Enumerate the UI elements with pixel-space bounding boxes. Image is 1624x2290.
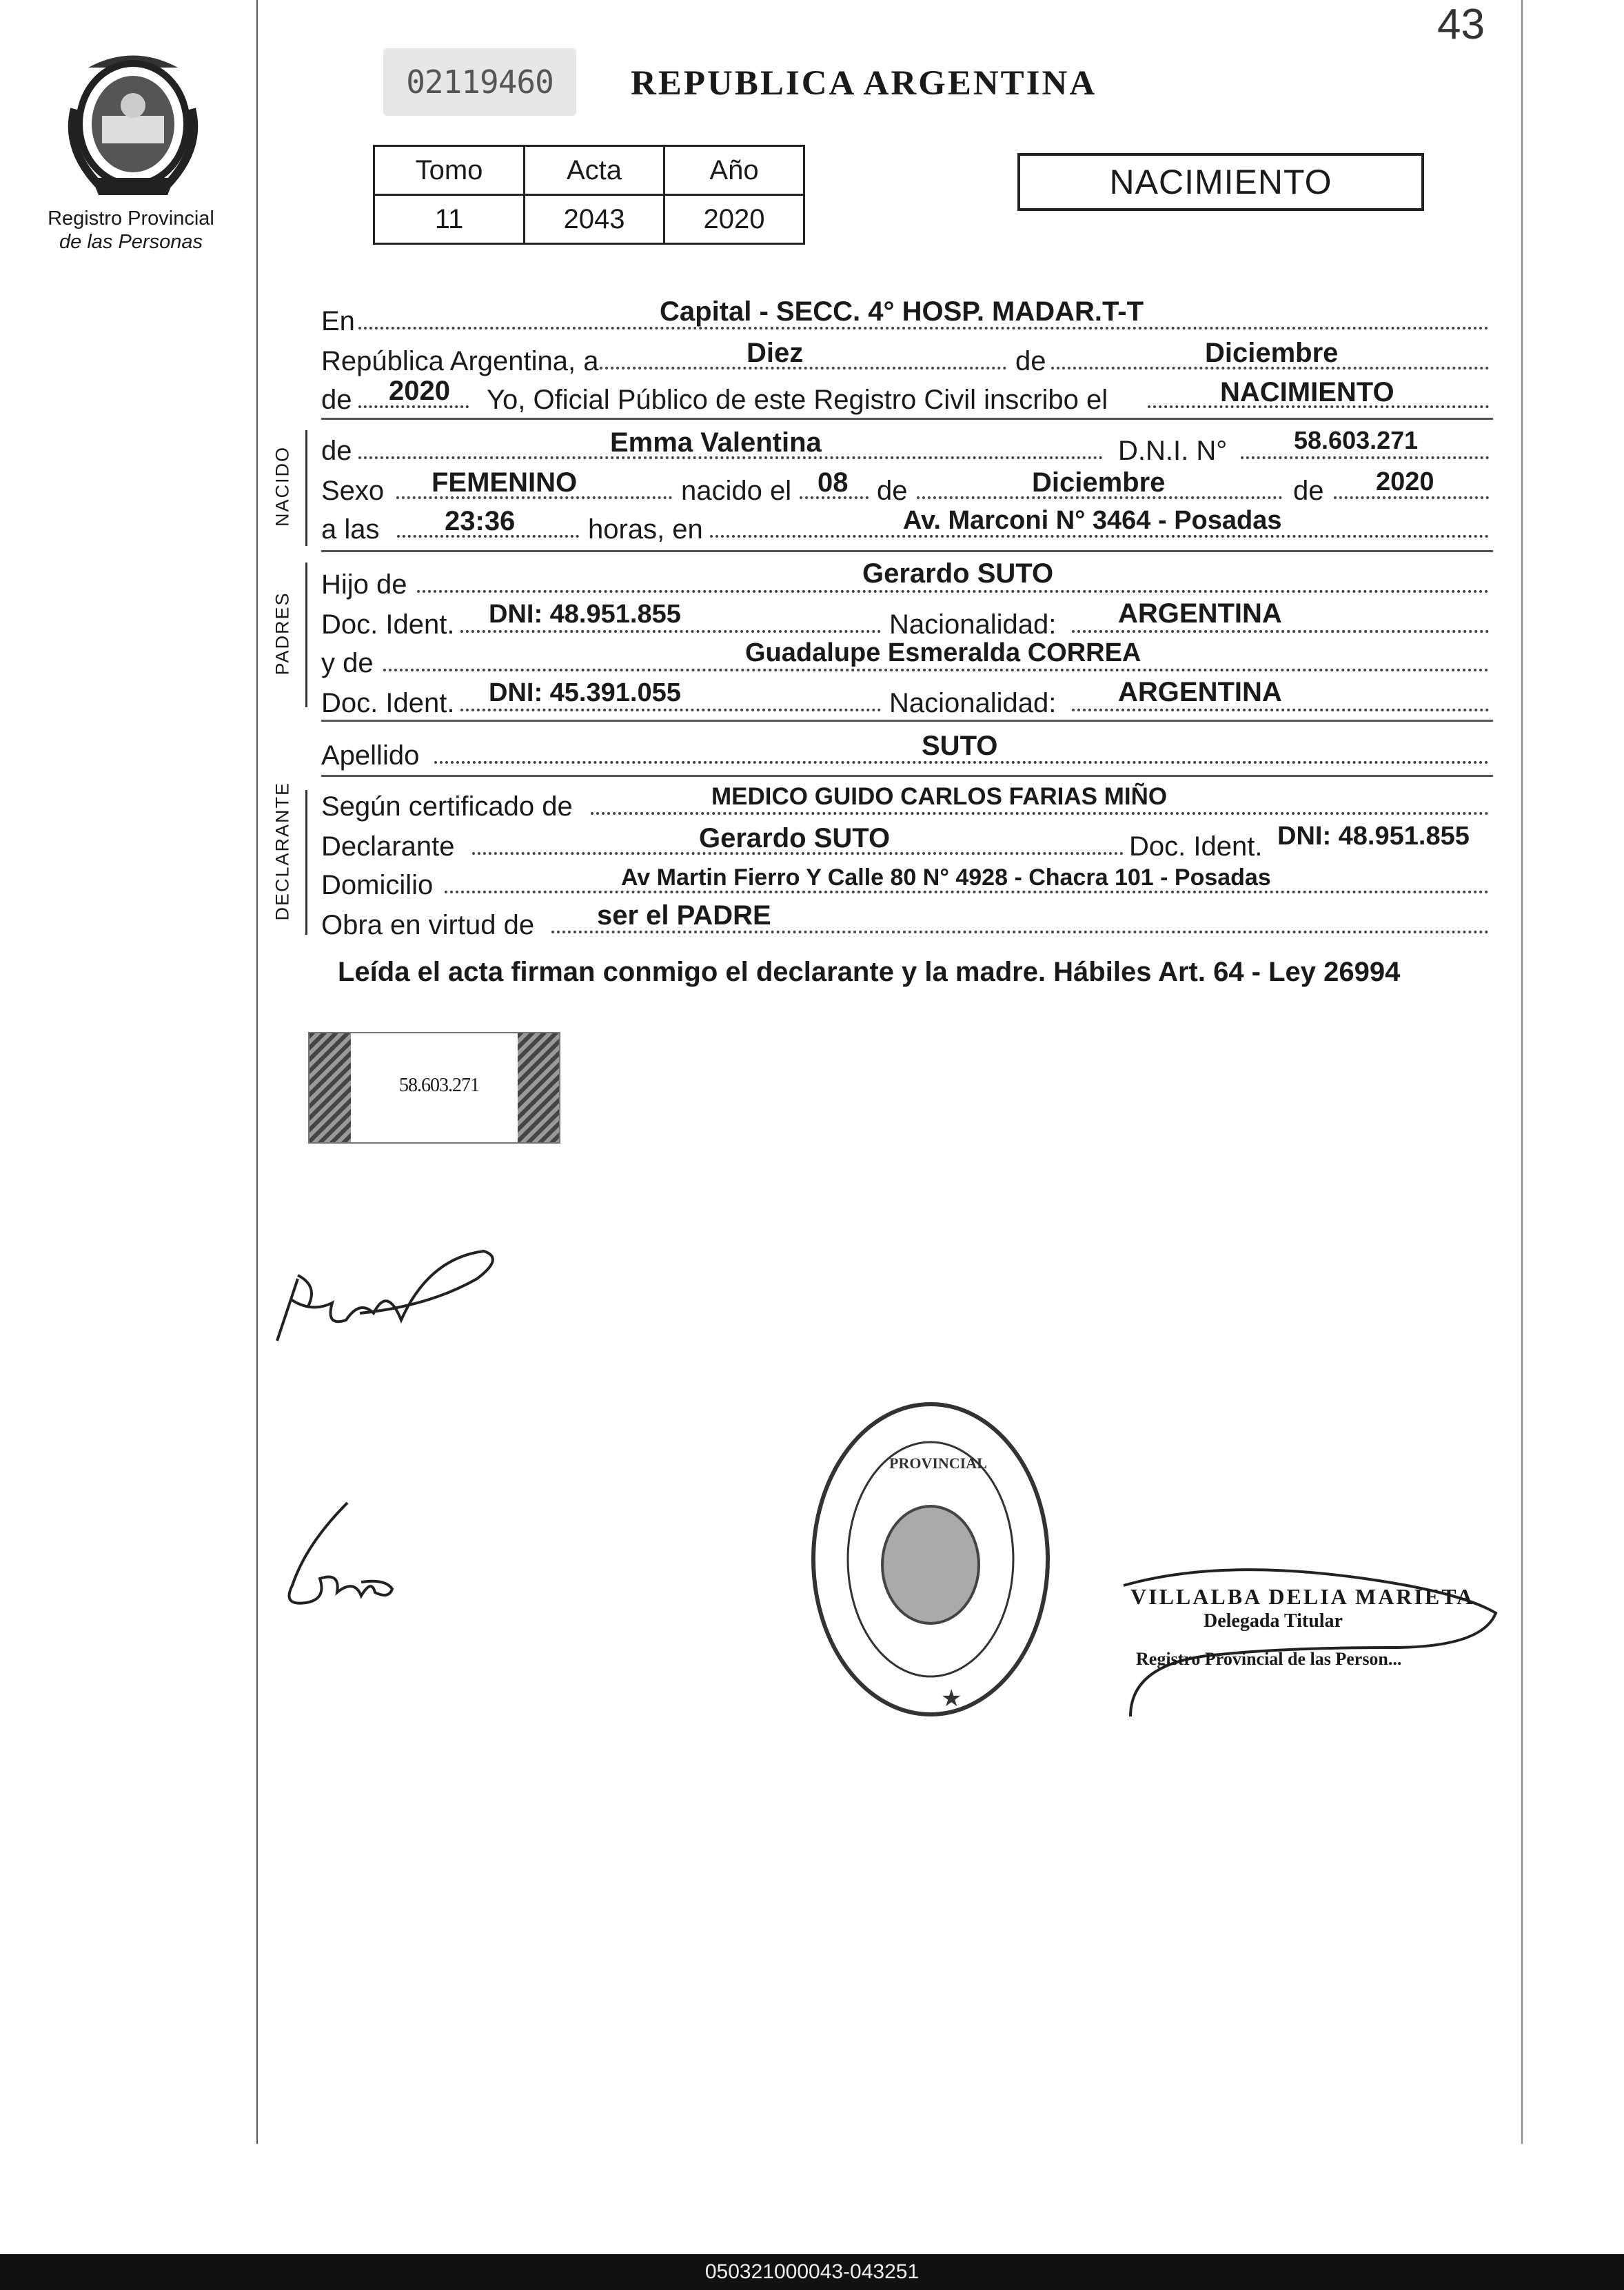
domicilio-label: Domicilio (321, 870, 434, 900)
official-name: VILLALBA DELIA MARIETA (1130, 1584, 1475, 1609)
right-margin-line (1521, 0, 1523, 2144)
svg-text:★: ★ (941, 1686, 962, 1712)
padres-section-label: PADRES (272, 591, 293, 676)
mother-name: Guadalupe Esmeralda CORREA (745, 638, 1141, 667)
registry-value-tomo: 11 (374, 195, 525, 244)
declarant-doc: DNI: 48.951.855 (1277, 822, 1470, 851)
father-line (417, 590, 1489, 593)
nacido-el-label: nacido el (681, 476, 792, 506)
registry-header-tomo: Tomo (374, 146, 525, 195)
dni-card-right-pattern (518, 1033, 559, 1142)
footer-document-code: 050321000043-043251 (704, 2260, 920, 2283)
declarant-address: Av Martin Fierro Y Calle 80 N° 4928 - Chacra 101 - Posadas (621, 864, 1271, 891)
nacido-de-label-3: de (1293, 476, 1324, 506)
birth-place: Av. Marconi N° 3464 - Posadas (903, 506, 1282, 535)
dni-label: D.N.I. N° (1118, 436, 1228, 466)
apellido-label: Apellido (321, 740, 420, 771)
nacido-section-label: NACIDO (272, 446, 293, 527)
father-nationality-line (1072, 630, 1489, 633)
dni-line (1241, 456, 1489, 459)
father-doc-line (460, 630, 881, 633)
virtud-label: Obra en virtud de (321, 910, 535, 940)
mother-nationality: ARGENTINA (1118, 677, 1282, 707)
official-institution: Registro Provincial de las Person... (1136, 1649, 1402, 1669)
declarante-section-label: DECLARANTE (272, 781, 293, 921)
father-name: Gerardo SUTO (862, 558, 1054, 589)
declarant-doc-label: Doc. Ident. (1129, 831, 1263, 862)
mother-nationality-line (1072, 709, 1489, 711)
dni-card-number: 58.603.271 (399, 1075, 479, 1096)
mother-signature (278, 1496, 403, 1620)
nacido-bar (305, 430, 307, 546)
registration-act: NACIMIENTO (1220, 377, 1394, 407)
registry-table (373, 145, 805, 245)
dni-card-image (308, 1032, 560, 1144)
registration-month: Diciembre (1205, 338, 1339, 368)
section-divider-1 (321, 418, 1493, 420)
declarante-label: Declarante (321, 831, 455, 862)
page-number: 43 (1437, 1, 1485, 48)
mother-doc: DNI: 45.391.055 (489, 678, 681, 707)
padres-bar (305, 563, 307, 707)
registry-table-header-row (374, 146, 804, 195)
birth-month: Diciembre (1032, 467, 1166, 498)
nacido-de-label-2: de (877, 476, 908, 506)
registry-header-ano: Año (664, 146, 804, 195)
mother-nationality-label: Nacionalidad: (889, 688, 1057, 718)
declarant-name: Gerardo SUTO (699, 823, 891, 853)
official-signature (1117, 1558, 1503, 1723)
registration-place: Capital - SECC. 4° HOSP. MADAR.T-T (660, 296, 1144, 327)
declarante-bar (305, 790, 307, 935)
father-nationality-label: Nacionalidad: (889, 609, 1057, 640)
act-type-box: NACIMIENTO (1017, 153, 1424, 211)
svg-text:PROVINCIAL: PROVINCIAL (889, 1455, 987, 1472)
father-doc-label: Doc. Ident. (321, 609, 455, 640)
closing-statement: Leída el acta firman conmigo el declarante y la madre. Hábiles Art. 64 - Ley 26994 (338, 957, 1401, 987)
inscribo-label: Yo, Oficial Público de este Registro Civil inscribo el (487, 385, 1108, 415)
section-divider-3 (321, 720, 1493, 722)
surname: SUTO (922, 731, 998, 761)
official-role: Delegada Titular (1204, 1610, 1343, 1632)
child-dni: 58.603.271 (1294, 426, 1419, 454)
provincial-coat-of-arms-logo (61, 47, 205, 199)
sexo-label: Sexo (321, 476, 385, 506)
left-margin-line (256, 0, 258, 2144)
child-name: Emma Valentina (610, 427, 822, 458)
hijo-de-label: Hijo de (321, 569, 407, 600)
registry-table-value-row (374, 195, 804, 244)
certificado-label: Según certificado de (321, 791, 573, 822)
mother-doc-label: Doc. Ident. (321, 688, 455, 718)
birth-time: 23:36 (445, 506, 516, 536)
nacido-de-label: de (321, 436, 352, 466)
registry-header-acta: Acta (525, 146, 664, 195)
section-divider-2 (321, 550, 1493, 552)
document-title: REPUBLICA ARGENTINA (631, 64, 1097, 103)
child-sex: FEMENINO (432, 467, 578, 498)
declarant-relation: ser el PADRE (597, 900, 771, 931)
en-label: En (321, 306, 355, 336)
father-nationality: ARGENTINA (1118, 598, 1282, 629)
father-doc: DNI: 48.951.855 (489, 600, 681, 629)
registry-caption (28, 207, 234, 254)
de-label-1: de (1015, 346, 1046, 376)
birth-year: 2020 (1376, 467, 1434, 496)
registration-day: Diez (747, 338, 804, 368)
dni-card-left-pattern (309, 1033, 351, 1142)
registry-caption-line-2: de las Personas (59, 231, 203, 253)
medical-certificate: MEDICO GUIDO CARLOS FARIAS MIÑO (711, 783, 1168, 810)
de-label-2: de (321, 385, 352, 415)
republica-label: República Argentina, a (321, 346, 599, 376)
a-las-label: a las (321, 514, 380, 545)
registry-caption-line-1: Registro Provincial (48, 207, 214, 230)
declarant-signature (270, 1237, 505, 1351)
registry-value-acta: 2043 (525, 195, 664, 244)
registry-value-ano: 2020 (664, 195, 804, 244)
mother-line (383, 669, 1489, 671)
mother-doc-line (460, 709, 881, 711)
y-de-label: y de (321, 648, 374, 678)
registration-year: 2020 (389, 376, 450, 406)
serial-stamp-number: 02119460 (383, 48, 576, 116)
section-divider-4 (321, 775, 1493, 777)
horas-en-label: horas, en (588, 514, 703, 545)
official-seal-stamp (806, 1399, 1055, 1720)
certificate-line (591, 812, 1489, 815)
birth-day: 08 (818, 467, 849, 498)
